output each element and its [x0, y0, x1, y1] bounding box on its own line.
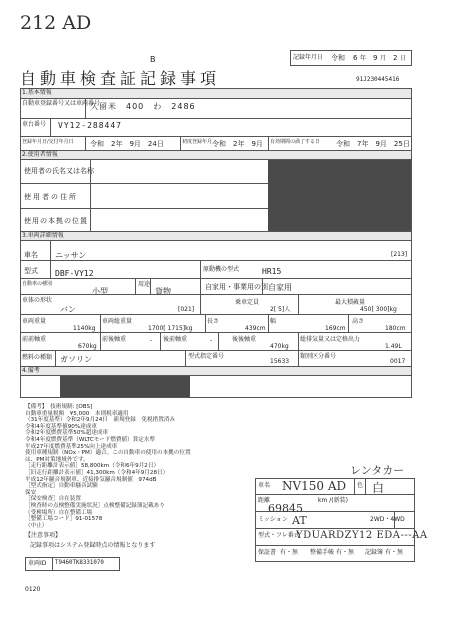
length-value: 439cm	[245, 325, 266, 332]
remarks-line: 平成12年騒音規制車、近接排気騒音規制値 974dB	[25, 476, 157, 483]
maker-label: 車名	[24, 251, 38, 259]
notes-title: 【注意事項】	[25, 532, 62, 539]
rear-front-axle-label: 後前軸重	[163, 336, 188, 343]
kind-value: 小型	[92, 287, 108, 296]
height-label: 高さ	[352, 318, 365, 325]
displacement-label: 総排気量又は定格出力	[300, 336, 361, 343]
category-value: 0017	[390, 358, 406, 365]
section-basic: 1.基本情報	[22, 89, 52, 96]
remarks-line: 【備考】 技術規制: [OBS]	[25, 404, 93, 410]
first-registration-value: 令和 2年 9月 24日	[90, 140, 164, 148]
user-redaction	[268, 160, 411, 231]
main-table	[20, 88, 412, 398]
width-value: 169cm	[325, 325, 346, 332]
remarks-line: ［整備工場コード］91-01578	[25, 516, 103, 523]
capacity-value: 2[ 5]人	[270, 306, 291, 313]
remarks-line: 保安	[25, 489, 37, 496]
kind-label: 自動車の種別	[22, 281, 53, 287]
vehicle-id-value: T9460TK8331070	[55, 560, 104, 566]
weight-label: 車両重量	[22, 318, 47, 325]
reg-number-value: 久留米 400 わ 2486	[90, 102, 196, 111]
page-code: 0120	[25, 586, 41, 593]
width-label: 幅	[270, 318, 277, 325]
remarks-line: 使用車種規制（NOx・PM）適合。この自動車の使用の本拠の位置	[25, 450, 191, 457]
gross-weight-value: 1700[ 1715]kg	[148, 325, 193, 332]
remarks-line: ［型式指定］自動車騒音試験	[25, 483, 98, 490]
rental-insurance-label: 保証書	[258, 549, 277, 556]
remarks-line: ［検査時の点検整備実施状況］点検整備記録簿記載あり	[25, 502, 165, 509]
designation-value: 15633	[270, 358, 290, 365]
first-date-label: 初度登録年月	[182, 139, 213, 145]
expiry-value: 令和 7年 9月 25日	[336, 140, 410, 148]
rental-color-label: 色	[357, 482, 364, 489]
rental-maint-label: 整備手帳	[310, 549, 335, 556]
rental-insurance-value: 有・無	[280, 549, 299, 556]
record-date-label: 記録年月日	[293, 54, 324, 61]
rental-mileage-label: 距離	[258, 497, 271, 504]
remarks-redaction	[60, 376, 190, 397]
rental-record-value: 有・無	[385, 549, 404, 556]
front-rear-axle-label: 前後軸重	[102, 336, 127, 343]
record-date-box	[290, 50, 412, 66]
section-remarks: 4.備考	[22, 367, 40, 374]
handwritten-stock-number: 212 AD	[20, 12, 92, 34]
body-value: バン	[60, 305, 76, 314]
rental-mileage-value: 69845	[268, 502, 303, 515]
section-vehicle: 3.車両詳細情報	[22, 232, 64, 239]
rear-rear-axle-value: 470kg	[270, 343, 289, 350]
rental-model-value: YDUARDZY12 EDA---AA	[296, 530, 428, 541]
front-front-axle-value: 670kg	[78, 343, 97, 350]
chassis-number-label: 車台番号	[22, 121, 47, 128]
max-load-value: 450[ 300]kg	[360, 306, 397, 313]
chassis-number-value: VY12-288447	[58, 121, 122, 130]
fuel-value: ガソリン	[60, 355, 92, 364]
record-date-day: 2	[393, 54, 398, 62]
document-title: 自動車検査証記録事項	[20, 69, 221, 88]
model-label: 型式	[24, 267, 38, 275]
remarks-line: は、PM対策地域外です。	[25, 456, 89, 463]
remarks-line: （31年度基準）令和2年9月24日 新規登録 免税措置済み	[25, 417, 176, 424]
engine-label: 原動機の型式	[203, 266, 240, 273]
remarks-line: 自動車重量税額 ¥5,000 本則税率適用	[25, 410, 129, 417]
fuel-label: 燃料の種類	[22, 354, 53, 361]
remarks-line: 令和4年度燃費基準（WLTCモード燃費値）算定水準	[25, 436, 156, 443]
record-date-day-unit: 日	[400, 55, 407, 62]
base-location-label: 使用の本拠の位置	[24, 217, 88, 225]
use-label: 用途	[138, 281, 151, 288]
remarks-line: （中止）	[25, 522, 48, 529]
rental-model-label: 型式・フレ番式	[258, 532, 300, 539]
doc-letter: B	[150, 55, 156, 64]
body-label: 車体の形状	[22, 297, 53, 304]
business-value: 自家用	[268, 283, 292, 292]
rental-mission-value: AT	[292, 514, 307, 527]
use-value: 貨物	[155, 287, 171, 296]
front-rear-axle-value: -	[150, 337, 153, 344]
record-date-month: 9	[373, 54, 378, 62]
record-date-era: 令和	[331, 54, 345, 62]
front-front-axle-label: 前前軸重	[22, 336, 47, 343]
business-label: 自家用・事業用の別	[205, 283, 268, 291]
displacement-value: 1.49L	[385, 343, 402, 350]
maker-value: ニッサン	[55, 251, 87, 260]
rental-note: レンタカー	[350, 464, 405, 477]
designation-label: 型式指定番号	[188, 353, 225, 360]
user-address-label: 使用者の住所	[24, 193, 78, 201]
remarks-line: 平成27年度燃費基準25%向上達成車	[25, 443, 118, 450]
expiry-label: 有効期間の満了する日	[270, 139, 321, 145]
remarks-line: 令和4年度基準値90%達成車	[25, 423, 97, 430]
rental-color-value: 白	[372, 481, 385, 495]
remarks-line: ［走行距離計表示値］58,800km（令和6年9月2日）	[25, 463, 160, 470]
remarks-text	[25, 404, 255, 529]
body-code: [021]	[178, 306, 195, 313]
record-date-year-unit: 年	[360, 55, 367, 62]
vehicle-id-label: 車両ID	[28, 560, 47, 567]
reg-number-label: 自動車登録番号又は車両番号	[22, 100, 101, 107]
max-load-label: 最大積載量	[335, 299, 366, 306]
rental-car-value: NV150 AD	[282, 479, 347, 493]
notes-line: 記録事項はシステム登録時点の情報となります	[30, 542, 156, 549]
weight-value: 1140kg	[73, 325, 96, 332]
remarks-line: ［保安検査］自在装置	[25, 496, 81, 503]
rear-front-axle-value: -	[210, 337, 213, 344]
capacity-label: 乗車定員	[235, 299, 260, 306]
rental-drive-value: 2WD・4WD	[370, 516, 405, 523]
serial-number: 91J230445416	[356, 76, 400, 83]
rental-maint-value: 有・無	[336, 549, 355, 556]
maker-code: [213]	[391, 251, 408, 258]
length-label: 長さ	[207, 318, 220, 325]
first-date-value: 令和 2年 9月	[212, 140, 263, 148]
rear-rear-axle-label: 後後軸重	[232, 336, 257, 343]
gross-weight-label: 車両総重量	[102, 318, 133, 325]
engine-value: HR15	[262, 267, 282, 276]
remarks-line: ［旧走行距離計表示値］41,300km（令和4年9月28日）	[25, 469, 169, 476]
height-value: 180cm	[385, 325, 406, 332]
rental-mileage-unit: km /(新装)	[318, 497, 348, 504]
record-date-month-unit: 月	[380, 55, 387, 62]
section-user: 2.使用者情報	[22, 151, 58, 158]
user-name-label: 使用者の氏名又は名称	[24, 167, 94, 175]
record-date-year: 6	[353, 54, 358, 62]
rental-car-label: 車名	[258, 482, 271, 489]
remarks-line: （受検場所）自在整備工場	[25, 509, 93, 516]
rental-record-label: 記録簿	[365, 549, 384, 556]
rental-mission-label: ミッション	[258, 516, 288, 523]
category-label: 類別区分番号	[300, 353, 337, 360]
remarks-line: 令和2年度燃費基準50%超達成車	[25, 430, 109, 437]
model-value: DBF-VY12	[55, 269, 94, 278]
first-registration-label: 登録年月日/交付年月日	[22, 139, 74, 145]
